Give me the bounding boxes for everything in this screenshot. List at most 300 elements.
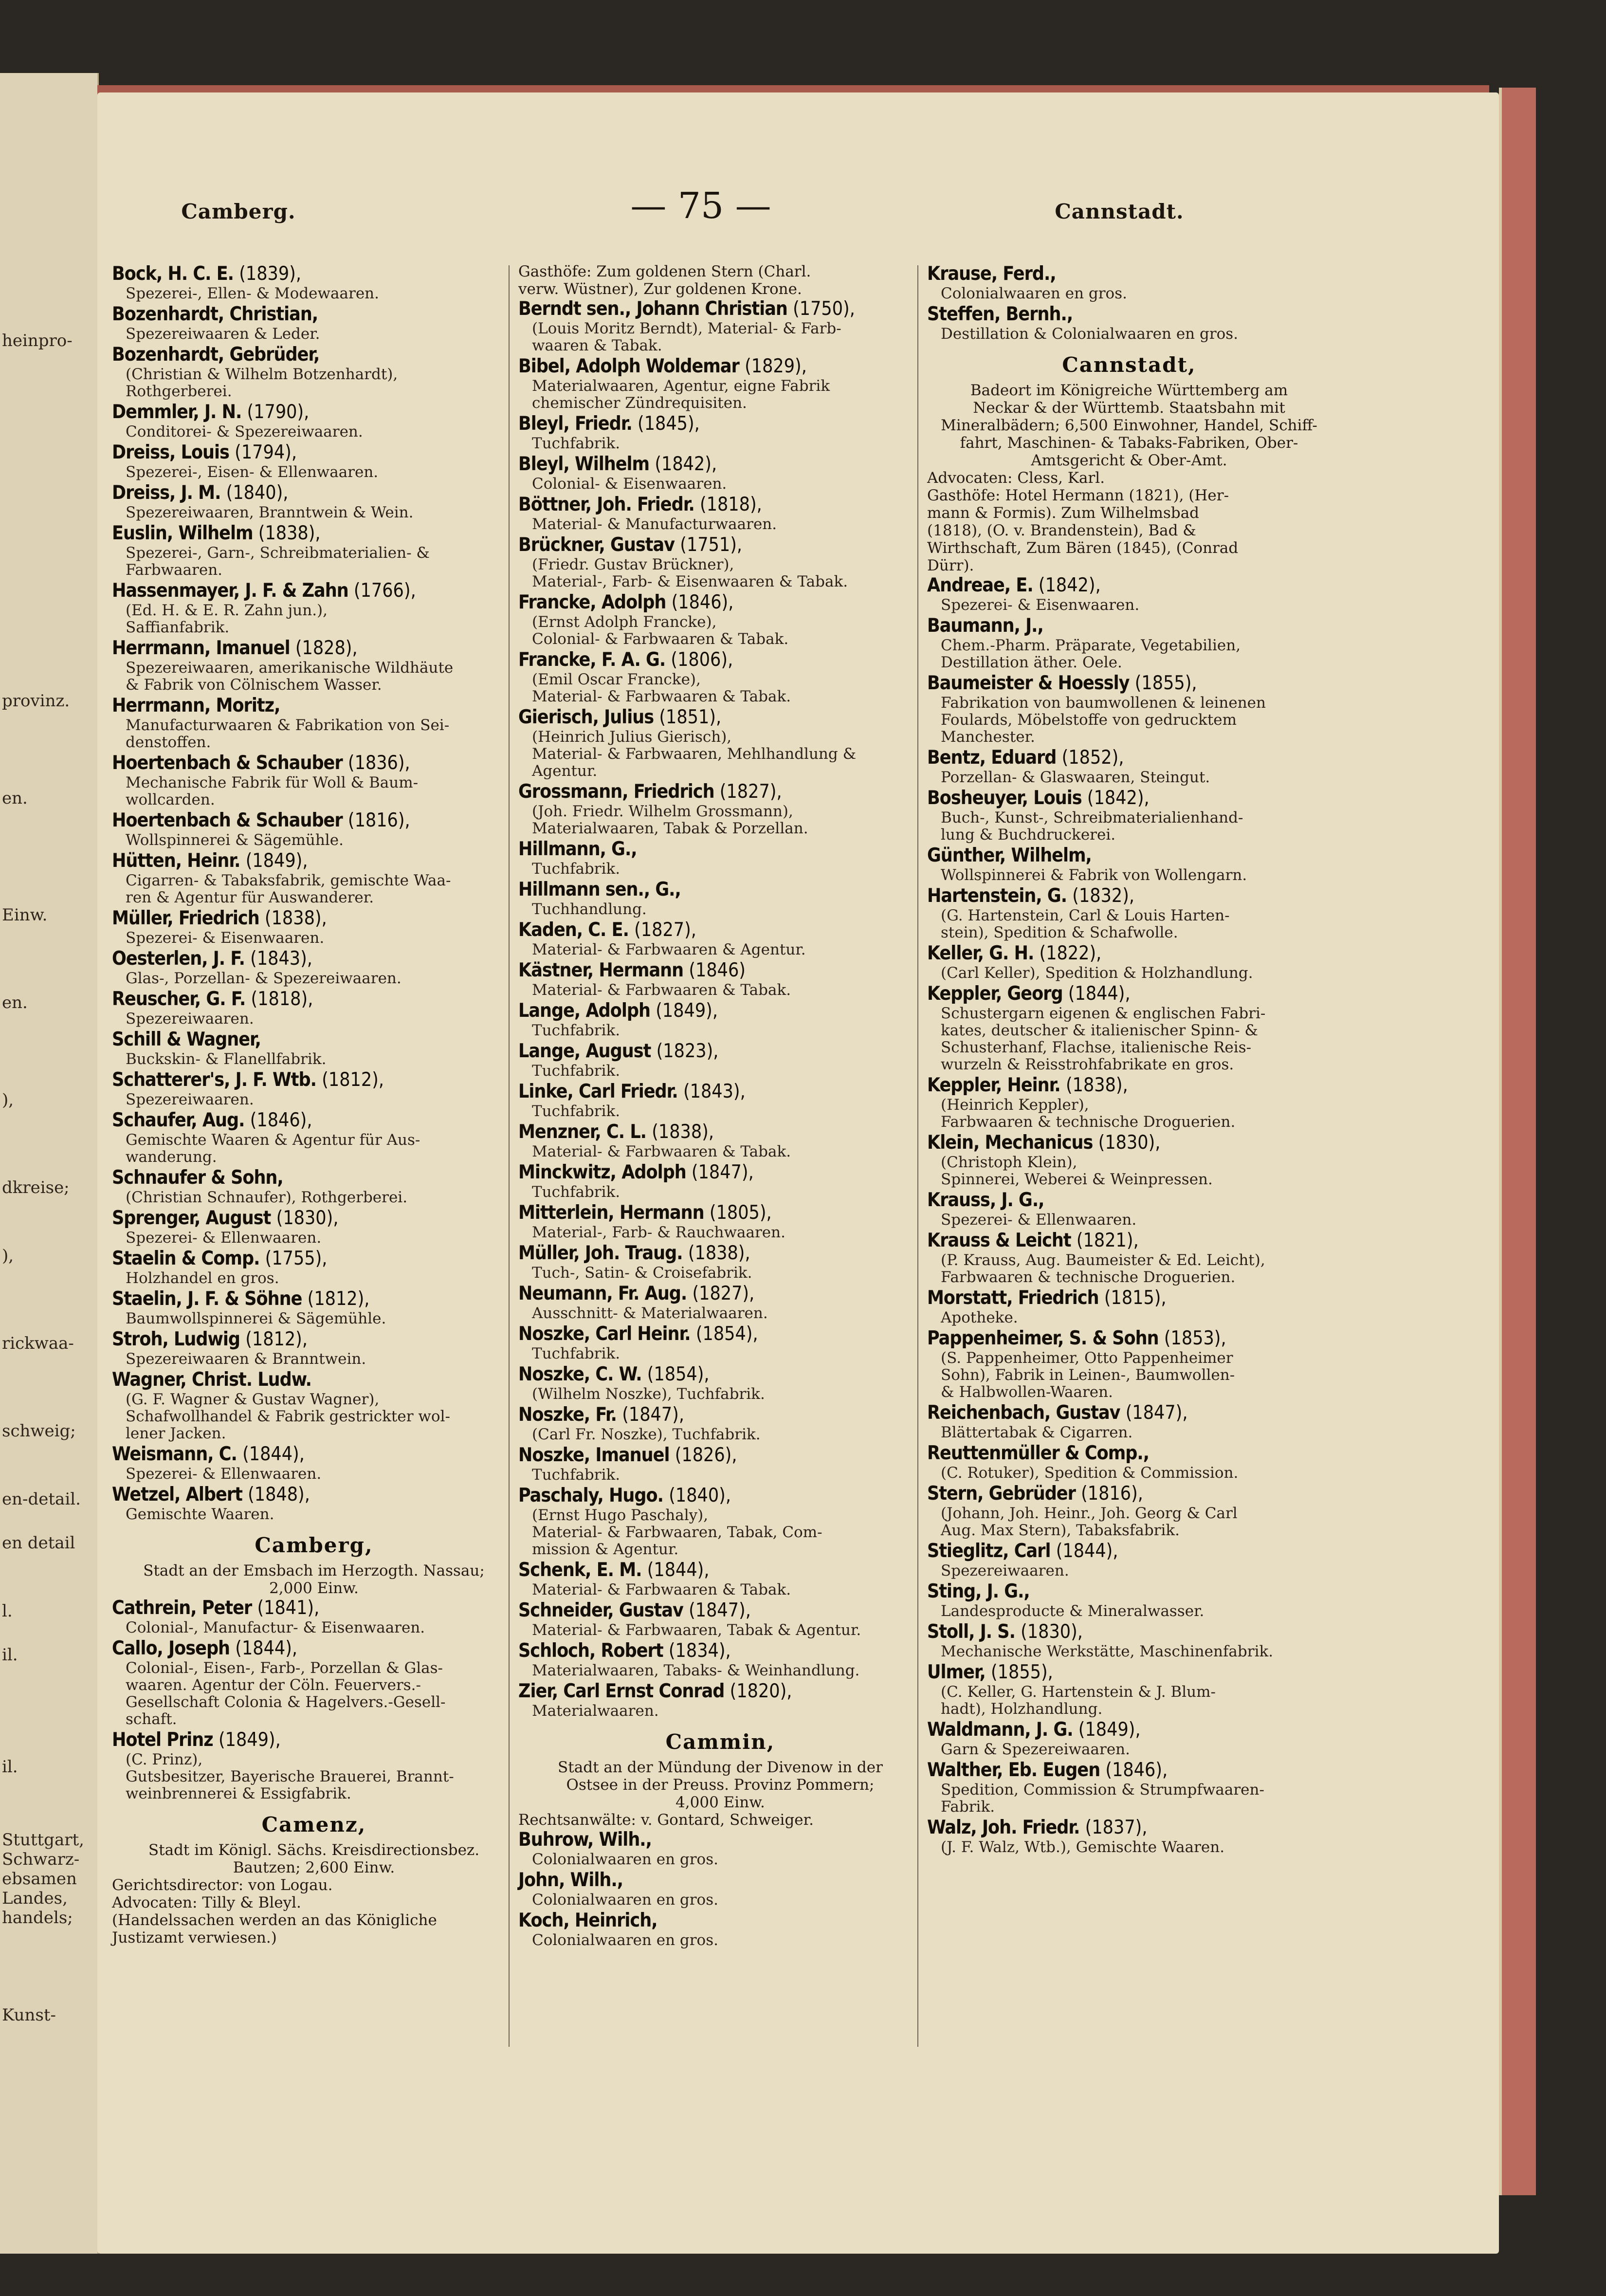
entry-detail: Agentur. — [532, 762, 598, 780]
entry-name-text: Herrmann, Moritz, — [112, 695, 280, 716]
entry-year: (1847), — [1125, 1402, 1188, 1424]
entry-name-text: Hotel Prinz — [112, 1729, 213, 1751]
entry-name-text: Noszke, C. W. — [518, 1363, 642, 1385]
entry-name-text: Sprenger, August — [112, 1207, 271, 1229]
entry-name — [112, 1029, 516, 1051]
entry-name-text: Noszke, Fr. — [518, 1404, 617, 1426]
entry-name-text: Oesterlen, J. F. — [112, 948, 245, 970]
entry-detail: Spezerei- & Ellenwaaren. — [941, 1211, 1137, 1229]
entry-detail: Buckskin- & Flanellfabrik. — [126, 1050, 327, 1068]
entry-year: (1843), — [683, 1081, 746, 1102]
entry-name-text: John, Wilh., — [518, 1869, 623, 1891]
directory-entry — [112, 948, 516, 987]
directory-entry — [112, 637, 516, 694]
entry-detail: Manchester. — [941, 728, 1035, 746]
entry-detail: Tuchfabrik. — [532, 1345, 620, 1362]
entry-name — [518, 1404, 922, 1426]
entry-detail: Farbwaaren & technische Droguerien. — [941, 1268, 1236, 1286]
directory-entry — [112, 1069, 516, 1108]
entry-year: (1838), — [258, 522, 321, 544]
entry-detail: Spezerei- & Ellenwaaren. — [126, 1465, 322, 1483]
entry-detail: Spezereiwaaren. — [126, 1010, 254, 1028]
entry-detail: Materialwaaren, Agentur, eigne Fabrik — [532, 377, 830, 395]
entry-name — [518, 838, 922, 861]
directory-entry — [518, 879, 922, 918]
directory-entry — [518, 781, 922, 837]
entry-year: (1832), — [1072, 885, 1135, 907]
entry-name-text: Hütten, Heinr. — [112, 850, 240, 872]
entry-name-text: Bock, H. C. E. — [112, 263, 234, 285]
entry-year: (1853), — [1164, 1327, 1226, 1349]
entry-name — [518, 1829, 922, 1851]
entry-detail: weinbrennerei & Essigfabrik. — [126, 1785, 351, 1802]
entry-detail: denstoffen. — [126, 734, 211, 751]
previous-page-text-fragment: dkreise; — [2, 1178, 70, 1197]
entry-name-text: Buhrow, Wilh., — [518, 1829, 652, 1851]
entry-name — [518, 1444, 922, 1467]
entry-name — [927, 1327, 1331, 1350]
entry-detail: Spezerei-, Eisen- & Ellenwaaren. — [126, 463, 379, 481]
entry-detail: (Emil Oscar Francke), — [532, 671, 701, 688]
entry-name-text: Klein, Mechanicus — [927, 1132, 1093, 1154]
entry-detail: Foulards, Möbelstoffe von gedrucktem — [941, 711, 1237, 729]
entry-detail: hadt), Holzhandlung. — [941, 1700, 1103, 1718]
entry-detail: Chem.-Pharm. Präparate, Vegetabilien, — [941, 637, 1241, 654]
directory-entry — [518, 494, 922, 533]
entry-name — [927, 1759, 1331, 1782]
entry-detail: kates, deutscher & italienischer Spinn- & — [941, 1022, 1259, 1039]
entry-detail: Blättertabak & Cigarren. — [941, 1424, 1133, 1441]
entry-name-text: Minckwitz, Adolph — [518, 1161, 686, 1183]
directory-entry — [518, 959, 922, 999]
entry-name — [518, 959, 922, 982]
entry-name-text: Ulmer, — [927, 1661, 986, 1683]
town-description: fahrt, Maschinen- & Tabaks-Fabriken, Ober- — [960, 434, 1298, 452]
entry-year: (1842), — [1038, 574, 1101, 596]
entry-name — [518, 1640, 922, 1662]
entry-name — [927, 1189, 1331, 1212]
previous-page-text-fragment: Stuttgart, — [2, 1830, 84, 1850]
entry-detail: Material- & Farbwaaren & Tabak. — [532, 1581, 791, 1598]
entry-name — [112, 988, 516, 1010]
previous-page-text-fragment: en. — [2, 993, 28, 1012]
entry-name — [112, 1637, 516, 1660]
directory-entry — [927, 1287, 1331, 1326]
directory-entry — [927, 1189, 1331, 1229]
entry-year: (1838), — [264, 907, 327, 929]
directory-entry — [518, 1559, 922, 1598]
directory-entry — [927, 1132, 1331, 1188]
entry-detail: (Christian Schnaufer), Rothgerberei. — [126, 1189, 408, 1206]
header-right-town: Cannstadt. — [1055, 200, 1184, 223]
entry-name — [927, 845, 1331, 867]
entry-name — [927, 1230, 1331, 1252]
entry-year: (1842), — [1087, 787, 1150, 809]
entry-year: (1838), — [652, 1121, 714, 1143]
directory-entry — [112, 1248, 516, 1287]
entry-name — [112, 1328, 516, 1351]
entry-name — [518, 1081, 922, 1103]
entry-detail: Apotheke. — [941, 1309, 1018, 1326]
entry-detail: chemischer Zündrequisiten. — [532, 394, 747, 412]
entry-name — [927, 574, 1331, 597]
entry-name — [927, 1580, 1331, 1603]
entry-name — [518, 706, 922, 729]
entry-name — [518, 1121, 922, 1143]
previous-page-edge — [0, 73, 99, 2254]
entry-detail: Tuchfabrik. — [532, 1102, 620, 1120]
town-heading: Cammin, — [665, 1730, 775, 1754]
entry-year: (1827), — [692, 1283, 755, 1304]
entry-name-text: Noszke, Imanuel — [518, 1444, 670, 1466]
entry-detail: (Carl Keller), Spedition & Holzhandlung. — [941, 964, 1253, 982]
entry-name — [518, 649, 922, 671]
entry-detail: (Carl Fr. Noszke), Tuchfabrik. — [532, 1426, 761, 1443]
directory-entry — [518, 1161, 922, 1201]
entry-name-text: Walz, Joh. Friedr. — [927, 1817, 1080, 1838]
town-description: Mineralbädern; 6,500 Einwohner, Handel, Schiff- — [941, 417, 1317, 434]
town-note: Advocaten: Cless, Karl. — [927, 469, 1105, 487]
entry-detail: Garn & Spezereiwaaren. — [941, 1741, 1130, 1758]
entry-detail: Tuchfabrik. — [532, 1183, 620, 1201]
entry-detail: stein), Spedition & Schafwolle. — [941, 924, 1178, 941]
entry-name-text: Francke, F. A. G. — [518, 649, 666, 671]
directory-entry — [518, 1000, 922, 1039]
entry-name-text: Schaufer, Aug. — [112, 1109, 245, 1131]
entry-detail: Tuchfabrik. — [532, 1022, 620, 1039]
directory-entry — [518, 1640, 922, 1679]
entry-detail: (G. Hartenstein, Carl & Louis Harten- — [941, 907, 1230, 924]
entry-name-text: Hillmann sen., G., — [518, 879, 681, 900]
entry-name — [518, 879, 922, 901]
previous-page-text-fragment: il. — [2, 1645, 18, 1665]
town-description: Neckar & der Württemb. Staatsbahn mit — [973, 399, 1285, 417]
entry-detail: (J. F. Walz, Wtb.), Gemischte Waaren. — [941, 1838, 1225, 1856]
directory-entry — [518, 298, 922, 354]
entry-detail: Material- & Farbwaaren & Tabak. — [532, 688, 791, 705]
directory-entry — [112, 988, 516, 1028]
entry-name-text: Cathrein, Peter — [112, 1597, 252, 1619]
directory-entry — [518, 1283, 922, 1322]
entry-name-text: Bleyl, Wilhelm — [518, 453, 650, 475]
previous-page-text-fragment: handels; — [2, 1908, 73, 1928]
entry-year: (1855), — [1134, 672, 1197, 694]
entry-name-text: Staelin, J. F. & Söhne — [112, 1288, 302, 1310]
entry-name — [927, 263, 1331, 285]
entry-detail: Landesproducte & Mineralwasser. — [941, 1602, 1204, 1620]
previous-page-text-fragment: en. — [2, 789, 28, 808]
entry-year: (1830), — [276, 1207, 339, 1229]
entry-name-text: Staelin & Comp. — [112, 1248, 260, 1269]
entry-detail: Destillation & Colonialwaaren en gros. — [941, 325, 1239, 343]
entry-name-text: Kästner, Hermann — [518, 959, 684, 981]
entry-detail: (Heinrich Keppler), — [941, 1096, 1089, 1114]
entry-name — [518, 1242, 922, 1265]
entry-name — [112, 637, 516, 660]
entry-year: (1847), — [691, 1161, 754, 1183]
entry-year: (1844), — [1056, 1540, 1118, 1562]
directory-entry — [927, 787, 1331, 844]
entry-name-text: Lange, Adolph — [518, 1000, 650, 1022]
town-note: Gasthöfe: Hotel Hermann (1821), (Her- — [927, 487, 1229, 504]
entry-name-text: Koch, Heinrich, — [518, 1910, 657, 1931]
entry-detail: Spezerei-, Garn-, Schreibmaterialien- & — [126, 544, 430, 562]
previous-page-text-fragment: l. — [2, 1601, 13, 1621]
entry-name — [112, 1484, 516, 1506]
entry-name — [927, 1483, 1331, 1505]
entry-detail: (Christian & Wilhelm Botzenhardt), — [126, 366, 398, 383]
directory-entry — [518, 1081, 922, 1120]
entry-detail: (Heinrich Julius Gierisch), — [532, 728, 732, 746]
entry-name-text: Steffen, Bernh., — [927, 303, 1073, 325]
directory-entry — [518, 1444, 922, 1484]
entry-name-text: Dreiss, Louis — [112, 441, 229, 463]
entry-detail: Spezereiwaaren & Branntwein. — [126, 1350, 366, 1368]
entry-name-text: Bozenhardt, Gebrüder, — [112, 344, 320, 366]
directory-entry — [927, 983, 1331, 1073]
previous-page-text-fragment: schweig; — [2, 1421, 76, 1441]
entry-name-text: Baumann, J., — [927, 615, 1043, 637]
town-description: Stadt an der Emsbach im Herzogth. Nassau; — [143, 1562, 485, 1580]
entry-detail: Conditorei- & Spezereiwaaren. — [126, 423, 363, 441]
directory-entry — [112, 850, 516, 906]
entry-year: (1837), — [1085, 1817, 1148, 1838]
entry-year: (1834), — [668, 1640, 731, 1662]
town-heading: Cannstadt, — [1062, 353, 1196, 377]
entry-year: (1846), — [250, 1109, 312, 1131]
entry-name — [112, 401, 516, 423]
entry-name-text: Neumann, Fr. Aug. — [518, 1283, 687, 1304]
entry-name — [112, 1207, 516, 1230]
entry-name-text: Bentz, Eduard — [927, 747, 1057, 769]
entry-name — [927, 303, 1331, 326]
entry-detail: Destillation äther. Oele. — [941, 654, 1122, 671]
directory-entry — [112, 1029, 516, 1068]
entry-name — [518, 1202, 922, 1224]
entry-name — [112, 809, 516, 832]
entry-year: (1805), — [709, 1202, 772, 1224]
entry-name — [518, 591, 922, 614]
entry-name-text: Reichenbach, Gustav — [927, 1402, 1120, 1424]
entry-detail: Spezereiwaaren, Branntwein & Wein. — [126, 504, 414, 521]
entry-name-text: Lange, August — [518, 1040, 651, 1062]
entry-name — [518, 1323, 922, 1345]
town-note: mann & Formis). Zum Wilhelmsbad — [927, 504, 1200, 522]
entry-name-text: Baumeister & Hoessly — [927, 672, 1130, 694]
entry-name — [927, 1719, 1331, 1741]
entry-name-text: Stroh, Ludwig — [112, 1328, 240, 1350]
entry-year: (1849), — [656, 1000, 718, 1022]
entry-name-text: Callo, Joseph — [112, 1637, 230, 1659]
entry-detail: mission & Agentur. — [532, 1541, 679, 1558]
entry-name — [927, 1074, 1331, 1097]
directory-entry — [518, 1040, 922, 1080]
entry-detail: (Ernst Adolph Francke), — [532, 613, 717, 631]
entry-name-text: Brückner, Gustav — [518, 534, 675, 556]
entry-name-text: Grossmann, Friedrich — [518, 781, 714, 803]
entry-detail: Wollspinnerei & Sägemühle. — [126, 831, 344, 849]
entry-detail: (S. Pappenheimer, Otto Pappenheimer — [941, 1349, 1233, 1367]
directory-entry — [112, 907, 516, 947]
directory-entry — [112, 344, 516, 400]
entry-name — [518, 1910, 922, 1932]
directory-entry — [518, 1869, 922, 1909]
entry-detail: Schusterhanf, Flachse, italienische Reis- — [941, 1039, 1252, 1056]
entry-detail: Manufacturwaaren & Fabrikation von Sei- — [126, 716, 450, 734]
directory-entry — [112, 809, 516, 849]
directory-entry — [112, 1443, 516, 1483]
entry-year: (1839), — [239, 263, 302, 285]
entry-year: (1816), — [347, 809, 410, 831]
directory-entry — [112, 1109, 516, 1166]
directory-entry — [112, 441, 516, 481]
directory-entry — [927, 1442, 1331, 1482]
directory-entry — [518, 534, 922, 590]
directory-entry — [927, 1719, 1331, 1758]
entry-name — [518, 413, 922, 435]
entry-year: (1806), — [671, 649, 733, 671]
directory-entry — [112, 522, 516, 579]
entry-name-text: Keppler, Georg — [927, 983, 1063, 1005]
entry-detail: Rothgerberei. — [126, 383, 232, 400]
entry-year: (1855), — [991, 1661, 1053, 1683]
previous-page-text-fragment: en-detail. — [2, 1489, 81, 1509]
previous-page-text-fragment: en detail — [2, 1533, 75, 1553]
entry-name — [927, 1621, 1331, 1643]
entry-name — [927, 615, 1331, 637]
entry-name — [112, 907, 516, 930]
entry-name-text: Kaden, C. E. — [518, 919, 629, 941]
entry-name — [927, 1817, 1331, 1839]
entry-detail: Mechanische Werkstätte, Maschinenfabrik. — [941, 1643, 1274, 1660]
directory-entry — [518, 1323, 922, 1362]
entry-detail: Colonial-, Manufactur- & Eisenwaaren. — [126, 1619, 425, 1636]
entry-year: (1854), — [647, 1363, 710, 1385]
town-note: Justizamt verwiesen.) — [112, 1929, 277, 1947]
entry-name — [112, 1069, 516, 1091]
entry-detail: Spedition, Commission & Strumpfwaaren- — [941, 1781, 1264, 1799]
entry-year: (1842), — [655, 453, 717, 475]
entry-detail: Schafwollhandel & Fabrik gestrickter wol- — [126, 1408, 450, 1425]
town-note: Wirthschaft, Zum Bären (1845), (Conrad — [927, 539, 1239, 557]
entry-name-text: Zier, Carl Ernst Conrad — [518, 1680, 725, 1702]
entry-year: (1847), — [689, 1599, 751, 1621]
entry-detail: Materialwaaren. — [532, 1702, 659, 1720]
entry-detail: wanderung. — [126, 1148, 217, 1166]
directory-entry — [518, 1599, 922, 1639]
book-edge-right — [1499, 88, 1536, 2195]
previous-page-text-fragment: heinpro- — [2, 331, 73, 350]
directory-entry — [112, 303, 516, 343]
entry-year: (1849), — [245, 850, 308, 872]
entry-detail: Spezerei- & Eisenwaaren. — [941, 596, 1140, 614]
entry-year: (1854), — [695, 1323, 758, 1345]
entry-name-text: Sting, J. G., — [927, 1580, 1030, 1602]
entry-year: (1840), — [669, 1485, 731, 1506]
directory-entry — [518, 706, 922, 780]
entry-name — [112, 303, 516, 326]
entry-name — [927, 885, 1331, 907]
entry-detail: Glas-, Porzellan- & Spezereiwaaren. — [126, 970, 402, 987]
entry-name-text: Demmler, J. N. — [112, 401, 242, 423]
column-right — [927, 263, 1331, 1857]
entry-detail: Tuchhandlung. — [532, 900, 647, 918]
entry-detail: Material- & Farbwaaren, Tabak, Com- — [532, 1524, 822, 1541]
entry-name — [112, 522, 516, 545]
entry-detail: Baumwollspinnerei & Sägemühle. — [126, 1310, 386, 1327]
entry-year: (1844), — [1068, 983, 1131, 1005]
directory-entry — [927, 1759, 1331, 1816]
entry-name-text: Stern, Gebrüder — [927, 1483, 1076, 1505]
entry-year: (1755), — [265, 1248, 328, 1269]
directory-entry — [112, 1637, 516, 1728]
entry-detail: Farbwaaren & technische Droguerien. — [941, 1113, 1236, 1131]
entry-name-text: Schatterer's, J. F. Wtb. — [112, 1069, 316, 1091]
entry-year: (1818), — [700, 494, 762, 515]
entry-detail: Material- & Farbwaaren & Tabak. — [532, 981, 791, 999]
entry-name — [518, 1485, 922, 1507]
entry-detail: Colonialwaaren en gros. — [941, 285, 1127, 302]
entry-name-text: Reuscher, G. F. — [112, 988, 246, 1010]
entry-name — [518, 1869, 922, 1892]
entry-name-text: Weismann, C. — [112, 1443, 237, 1465]
entry-name-text: Noszke, Carl Heinr. — [518, 1323, 691, 1345]
entry-detail: (Louis Moritz Berndt), Material- & Farb- — [532, 320, 841, 337]
entry-year: (1821), — [1076, 1230, 1139, 1251]
directory-entry — [112, 1207, 516, 1247]
directory-entry — [927, 1074, 1331, 1131]
entry-detail: Tuchfabrik. — [532, 1062, 620, 1080]
entry-name-text: Hillmann, G., — [518, 838, 637, 860]
entry-detail: Tuchfabrik. — [532, 1466, 620, 1484]
town-note: (1818), (O. v. Brandenstein), Bad & — [927, 522, 1196, 539]
entry-year: (1838), — [688, 1242, 750, 1264]
entry-detail: Material-, Farb- & Eisenwaaren & Tabak. — [532, 573, 848, 590]
entry-detail: & Fabrik von Cölnischem Wasser. — [126, 676, 382, 694]
entry-year: (1812), — [307, 1288, 370, 1310]
directory-entry — [518, 1363, 922, 1403]
entry-detail: Ausschnitt- & Materialwaaren. — [532, 1304, 768, 1322]
entry-name-text: Paschaly, Hugo. — [518, 1485, 663, 1506]
directory-entry — [927, 1540, 1331, 1580]
entry-name — [518, 298, 922, 320]
entry-name — [112, 1729, 516, 1751]
directory-entry — [112, 752, 516, 808]
directory-entry — [518, 1242, 922, 1282]
entry-year: (1822), — [1039, 942, 1102, 964]
entry-name — [927, 1661, 1331, 1684]
entry-name-text: Bibel, Adolph Woldemar — [518, 355, 739, 377]
entry-detail: (Christoph Klein), — [941, 1154, 1077, 1171]
entry-name-text: Morstatt, Friedrich — [927, 1287, 1099, 1309]
directory-entry — [112, 1288, 516, 1327]
entry-detail: (Johann, Joh. Heinr., Joh. Georg & Carl — [941, 1505, 1238, 1522]
entry-name-text: Gierisch, Julius — [518, 706, 654, 728]
entry-name — [112, 695, 516, 717]
town-description: Badeort im Königreiche Württemberg am — [970, 382, 1288, 399]
entry-name-text: Stoll, J. S. — [927, 1621, 1015, 1643]
entry-detail: (G. F. Wagner & Gustav Wagner), — [126, 1391, 380, 1408]
entry-detail: (Ernst Hugo Paschaly), — [532, 1506, 709, 1524]
entry-detail: Spezerei- & Ellenwaaren. — [126, 1229, 322, 1247]
entry-detail: Tuchfabrik. — [532, 435, 620, 452]
town-description: Stadt an der Mündung der Divenow in der — [558, 1759, 883, 1776]
directory-entry — [927, 1230, 1331, 1286]
entry-name — [518, 1040, 922, 1063]
entry-year: (1836), — [347, 752, 410, 774]
entry-name — [927, 1132, 1331, 1154]
entry-name-text: Krause, Ferd., — [927, 263, 1056, 285]
